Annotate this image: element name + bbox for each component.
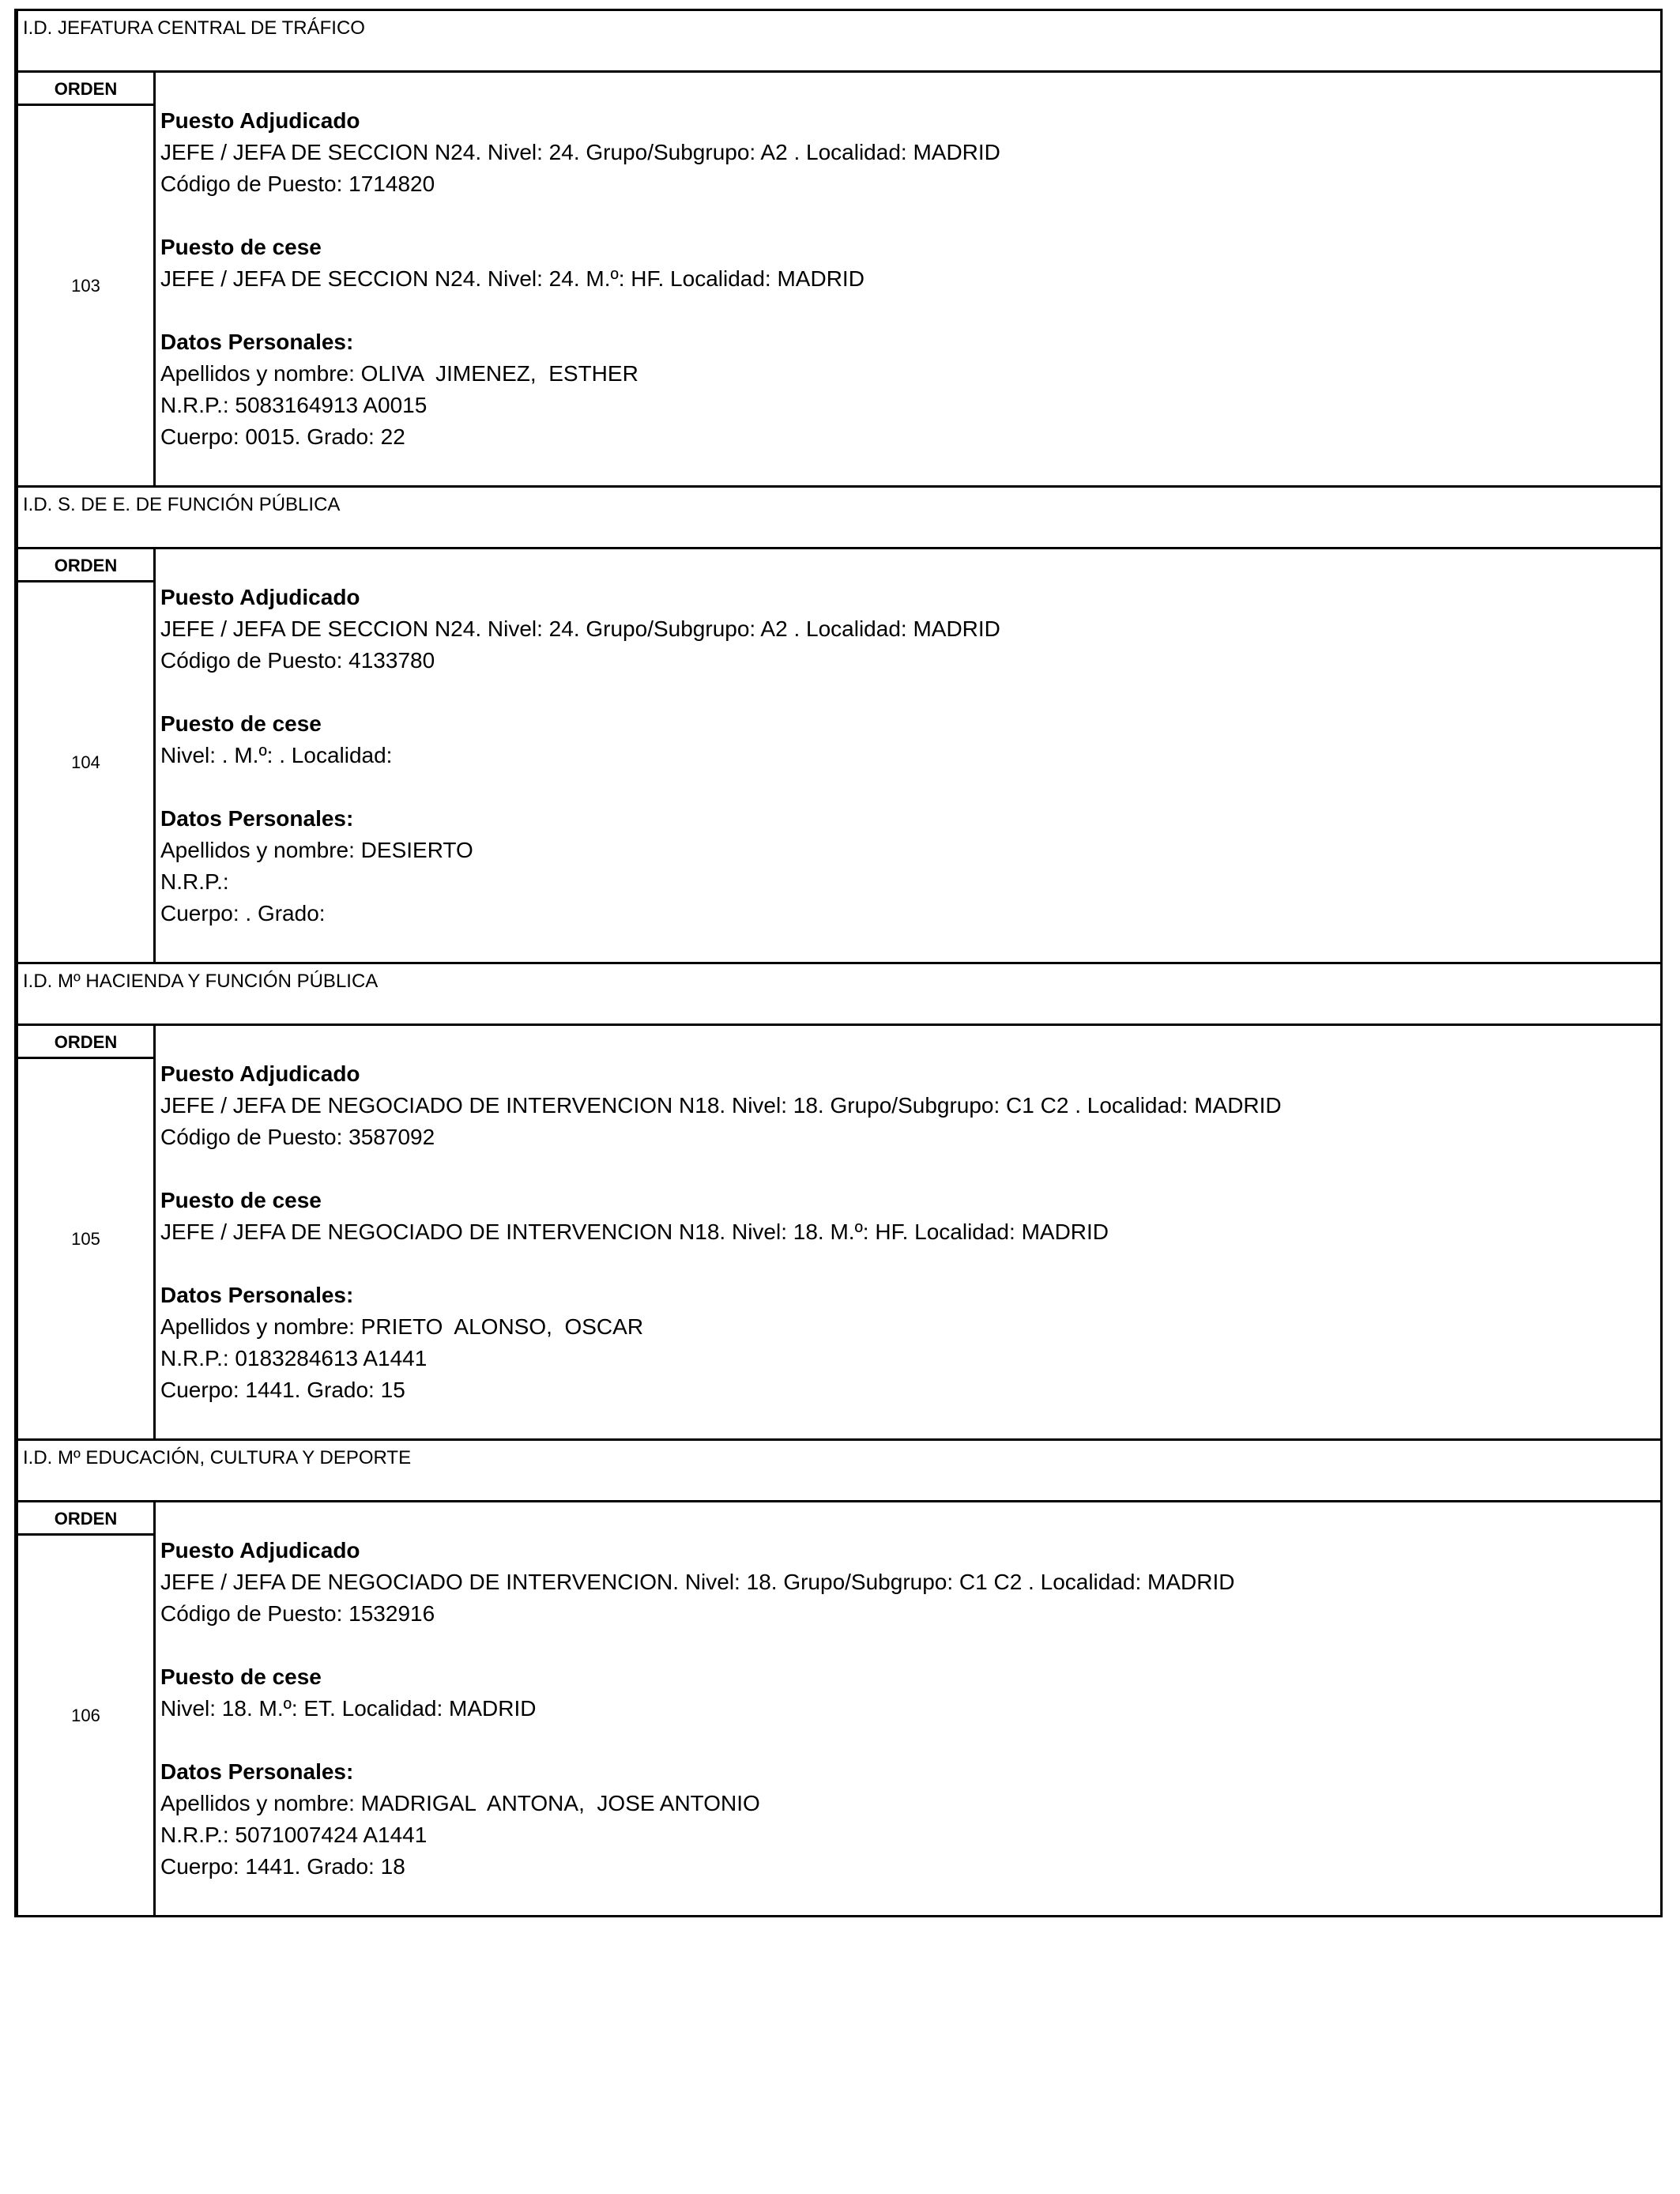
nrp: N.R.P.: 5083164913 A0015 [160,393,428,417]
puesto-adjudicado-title: Puesto Adjudicado [160,1538,360,1563]
orden-column [18,1026,156,1438]
puesto-cese-title: Puesto de cese [160,1664,322,1689]
orden-label: ORDEN [18,1026,153,1059]
entry-details [156,73,1660,485]
orden-column [18,1502,156,1915]
section-body [18,1502,1660,1915]
nrp: N.R.P.: 5071007424 A1441 [160,1823,428,1847]
spacer [160,677,1660,708]
puesto-cese-title: Puesto de cese [160,1188,322,1212]
section-header: I.D. S. DE E. DE FUNCIÓN PÚBLICA [18,488,1660,549]
section-body [18,73,1660,485]
section-funcion-publica [18,488,1660,964]
orden-label: ORDEN [18,73,153,106]
spacer [160,1725,1660,1756]
puesto-cese-description: JEFE / JEFA DE SECCION N24. Nivel: 24. M.º: HF. Localidad: MADRID [160,266,864,291]
section-header: I.D. Mº HACIENDA Y FUNCIÓN PÚBLICA [18,964,1660,1026]
datos-personales-title: Datos Personales: [160,806,354,831]
orden-label: ORDEN [18,1502,153,1536]
section-body [18,1026,1660,1438]
section-educacion [18,1441,1660,1917]
orden-column [18,73,156,485]
codigo-puesto: Código de Puesto: 4133780 [160,648,435,673]
datos-personales-title: Datos Personales: [160,330,354,354]
puesto-cese-description: JEFE / JEFA DE NEGOCIADO DE INTERVENCION N18. Nivel: 18. M.º: HF. Localidad: MADRID [160,1220,1109,1244]
codigo-puesto: Código de Puesto: 1714820 [160,172,435,196]
orden-number: 103 [71,276,100,296]
spacer [160,295,1660,326]
apellidos-nombre: Apellidos y nombre: DESIERTO [160,838,473,862]
datos-personales-title: Datos Personales: [160,1759,354,1784]
apellidos-nombre: Apellidos y nombre: MADRIGAL ANTONA, JOSE ANTONIO [160,1791,760,1815]
puesto-cese-title: Puesto de cese [160,711,322,736]
puesto-cese-title: Puesto de cese [160,235,322,259]
orden-number: 106 [71,1706,100,1725]
puesto-adjudicado-title: Puesto Adjudicado [160,585,360,609]
entry-details [156,549,1660,962]
puesto-adjudicado-title: Puesto Adjudicado [160,1061,360,1086]
cuerpo-grado: Cuerpo: 0015. Grado: 22 [160,424,405,449]
orden-column [18,549,156,962]
cuerpo-grado: Cuerpo: 1441. Grado: 15 [160,1378,405,1402]
document-table [14,9,1663,1917]
codigo-puesto: Código de Puesto: 3587092 [160,1125,435,1149]
entry-details [156,1026,1660,1438]
puesto-adjudicado-description: JEFE / JEFA DE NEGOCIADO DE INTERVENCION N18. Nivel: 18. Grupo/Subgrupo: C1 C2 . Localidad: MADRID [160,1093,1282,1118]
puesto-adjudicado-title: Puesto Adjudicado [160,108,360,133]
cuerpo-grado: Cuerpo: . Grado: [160,901,326,925]
apellidos-nombre: Apellidos y nombre: PRIETO ALONSO, OSCAR [160,1314,644,1339]
section-header: I.D. JEFATURA CENTRAL DE TRÁFICO [18,11,1660,73]
orden-number: 105 [71,1229,100,1249]
spacer [160,1153,1660,1185]
nrp: N.R.P.: [160,869,229,894]
section-jefatura-trafico [18,11,1660,488]
cuerpo-grado: Cuerpo: 1441. Grado: 18 [160,1854,405,1879]
puesto-cese-description: Nivel: 18. M.º: ET. Localidad: MADRID [160,1696,537,1721]
nrp: N.R.P.: 0183284613 A1441 [160,1346,428,1370]
codigo-puesto: Código de Puesto: 1532916 [160,1601,435,1626]
section-header: I.D. Mº EDUCACIÓN, CULTURA Y DEPORTE [18,1441,1660,1502]
section-body [18,549,1660,962]
apellidos-nombre: Apellidos y nombre: OLIVA JIMENEZ, ESTHER [160,361,638,386]
spacer [160,200,1660,232]
orden-label: ORDEN [18,549,153,582]
spacer [160,1630,1660,1661]
puesto-adjudicado-description: JEFE / JEFA DE SECCION N24. Nivel: 24. Grupo/Subgrupo: A2 . Localidad: MADRID [160,140,1000,164]
orden-number: 104 [71,752,100,772]
section-hacienda [18,964,1660,1441]
puesto-adjudicado-description: JEFE / JEFA DE SECCION N24. Nivel: 24. Grupo/Subgrupo: A2 . Localidad: MADRID [160,616,1000,641]
spacer [160,1248,1660,1280]
spacer [160,771,1660,803]
puesto-adjudicado-description: JEFE / JEFA DE NEGOCIADO DE INTERVENCION. Nivel: 18. Grupo/Subgrupo: C1 C2 . Localidad: MADRID [160,1570,1235,1594]
entry-details [156,1502,1660,1915]
puesto-cese-description: Nivel: . M.º: . Localidad: [160,743,393,767]
datos-personales-title: Datos Personales: [160,1283,354,1307]
